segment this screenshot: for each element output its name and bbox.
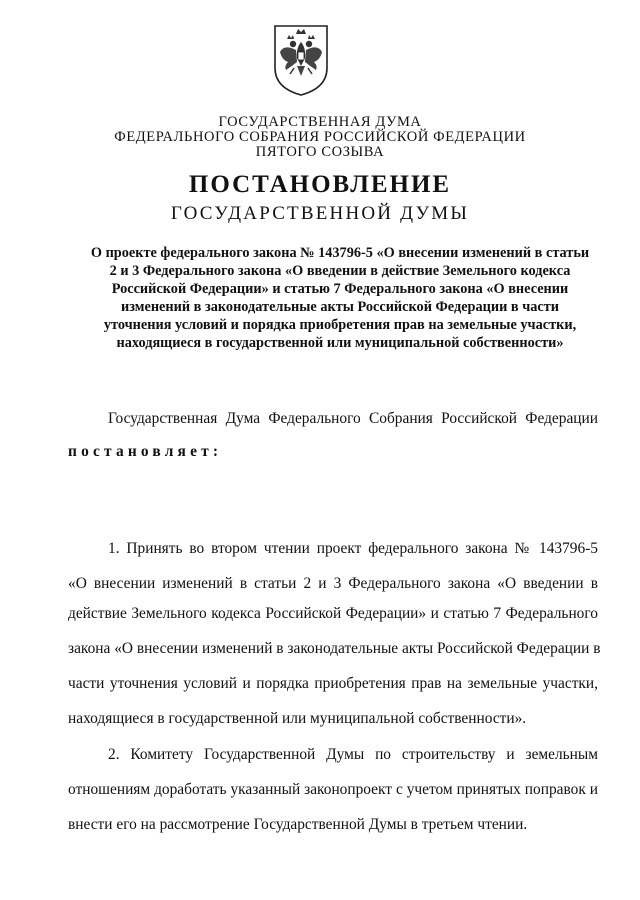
paragraph-line: находящиеся в государственной или муниципальной собственности».: [68, 710, 527, 727]
paragraph-line: действие Земельного кодекса Российской Федерации» и статью 7 Федерального: [68, 605, 598, 622]
subject-line: 2 и 3 Федерального закона «О введении в действие Земельного кодекса: [109, 263, 571, 279]
preamble-text: Государственная Дума Федерального Собрания Российской Федерации: [108, 410, 598, 427]
document-subtitle: ГОСУДАРСТВЕННОЙ ДУМЫ: [170, 203, 470, 224]
paragraph-line: 1. Принять во втором чтении проект федерального закона № 143796-5: [108, 540, 598, 557]
subject-line: О проекте федерального закона № 143796-5 «О внесении изменений в статьи: [90, 245, 590, 261]
paragraph-line: «О внесении изменений в статьи 2 и 3 Федерального закона «О введении в: [68, 575, 598, 592]
paragraph-line: 2. Комитету Государственной Думы по строительству и земельным: [108, 746, 598, 763]
paragraph-line: части уточнения условий и порядка приобретения прав на земельные участки,: [68, 675, 598, 692]
document-title: ПОСТАНОВЛЕНИЕ: [188, 171, 452, 198]
paragraph-line: закона «О внесении изменений в законодательные акты Российской Федерации в: [68, 640, 601, 657]
subject-line: находящиеся в государственной или муниципальной собственности»: [116, 335, 564, 351]
header-line-duma: ГОСУДАРСТВЕННАЯ ДУМА: [218, 114, 422, 130]
decree-word: постановляет:: [68, 443, 223, 460]
subject-line: уточнения условий и порядка приобретения прав на земельные участки,: [103, 317, 577, 333]
subject-line: Российской Федерации» и статью 7 Федерального закона «О внесении: [111, 281, 569, 297]
coat-of-arms-emblem-icon: [272, 22, 330, 98]
paragraph-line: отношениям доработать указанный законопроект с учетом принятых поправок и: [68, 781, 598, 798]
subject-line: изменений в законодательные акты Российской Федерации в части: [120, 299, 560, 315]
header-line-federal-assembly: ФЕДЕРАЛЬНОГО СОБРАНИЯ РОССИЙСКОЙ ФЕДЕРАЦИИ: [114, 129, 526, 145]
header-line-convocation: ПЯТОГО СОЗЫВА: [255, 144, 385, 160]
paragraph-line: внести его на рассмотрение Государственной Думы в третьем чтении.: [68, 816, 528, 833]
